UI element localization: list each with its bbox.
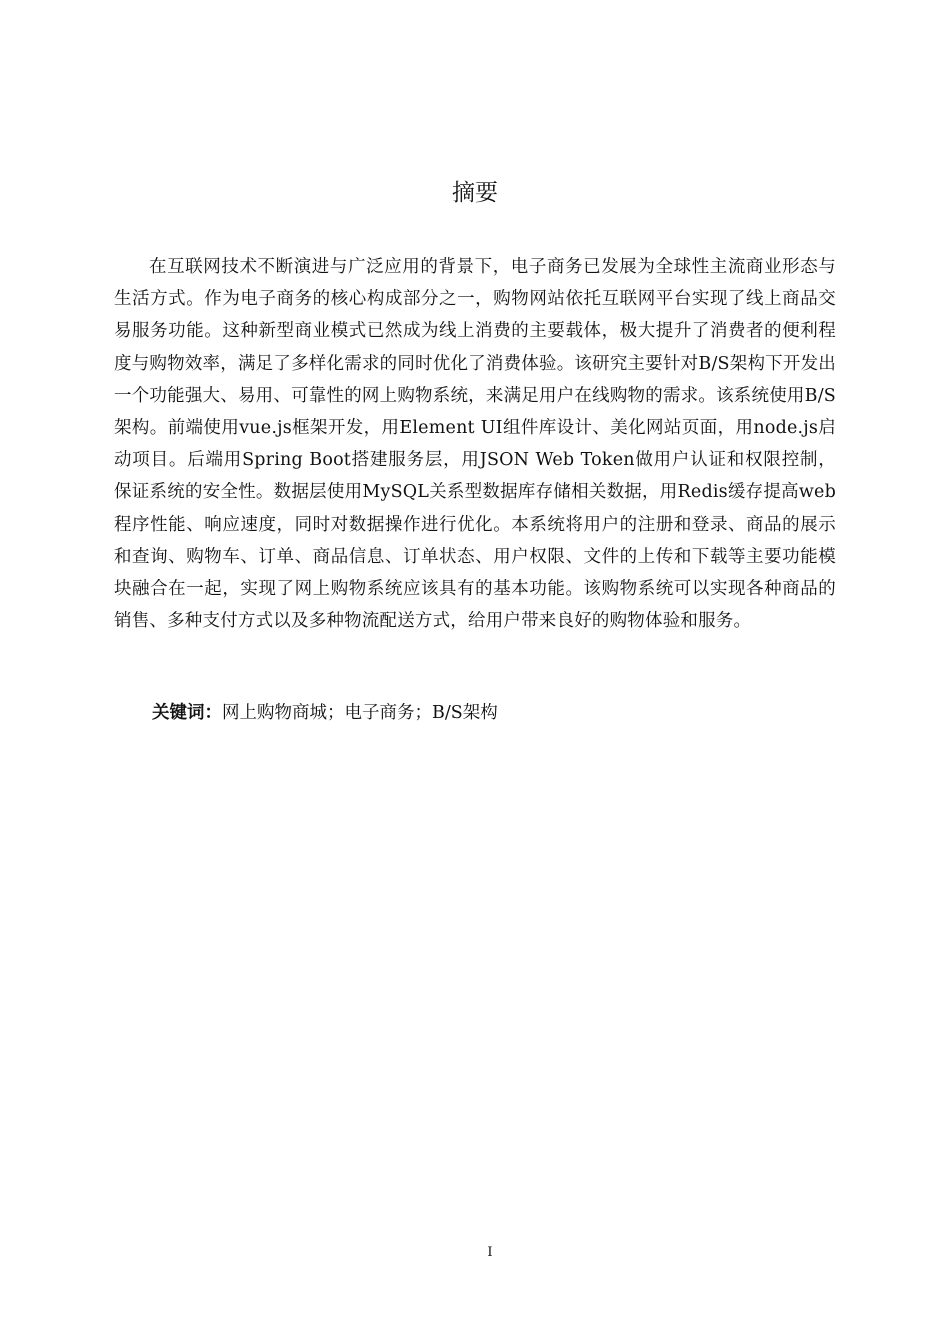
abstract-body: 在互联网技术不断演进与广泛应用的背景下，电子商务已发展为全球性主流商业形态与生活方式。作为电子商务的核心构成部分之一，购物网站依托互联网平台实现了线上商品交易服务功能。这种新型商业模式已然成为线上消费的主要载体，极大提升了消费者的便利程度与购物效率，满足了多样化需求的同时优化了消费体验。该研究主要针对B/S架构下开发出一个功能强大、易用、可靠性的网上购物系统，来满足用户在线购物的需求。该系统使用B/S架构。前端使用vue.js框架开发，用Element UI组件库设计、美化网站页面，用node.js启动项目。后端用Spring Boot搭建服务层，用JSON Web Token做用户认证和权限控制，保证系统的安全性。数据层使用MySQL关系型数据库存储相关数据，用Redis缓存提高web程序性能、响应速度，同时对数据操作进行优化。本系统将用户的注册和登录、商品的展示和查询、购物车、订单、商品信息、订单状态、用户权限、文件的上传和下载等主要功能模块融合在一起，实现了网上购物系统应该具有的基本功能。该购物系统可以实现各种商品的销售、多种支付方式以及多种物流配送方式，给用户带来良好的购物体验和服务。	[114, 257, 836, 632]
keywords-line	[152, 700, 836, 726]
keywords-text: 网上购物商城；电子商务；B/S架构	[222, 703, 498, 723]
page-number: I	[487, 1245, 493, 1260]
keywords-label: 关键词：	[152, 703, 222, 723]
abstract-title: 摘要	[452, 180, 498, 206]
